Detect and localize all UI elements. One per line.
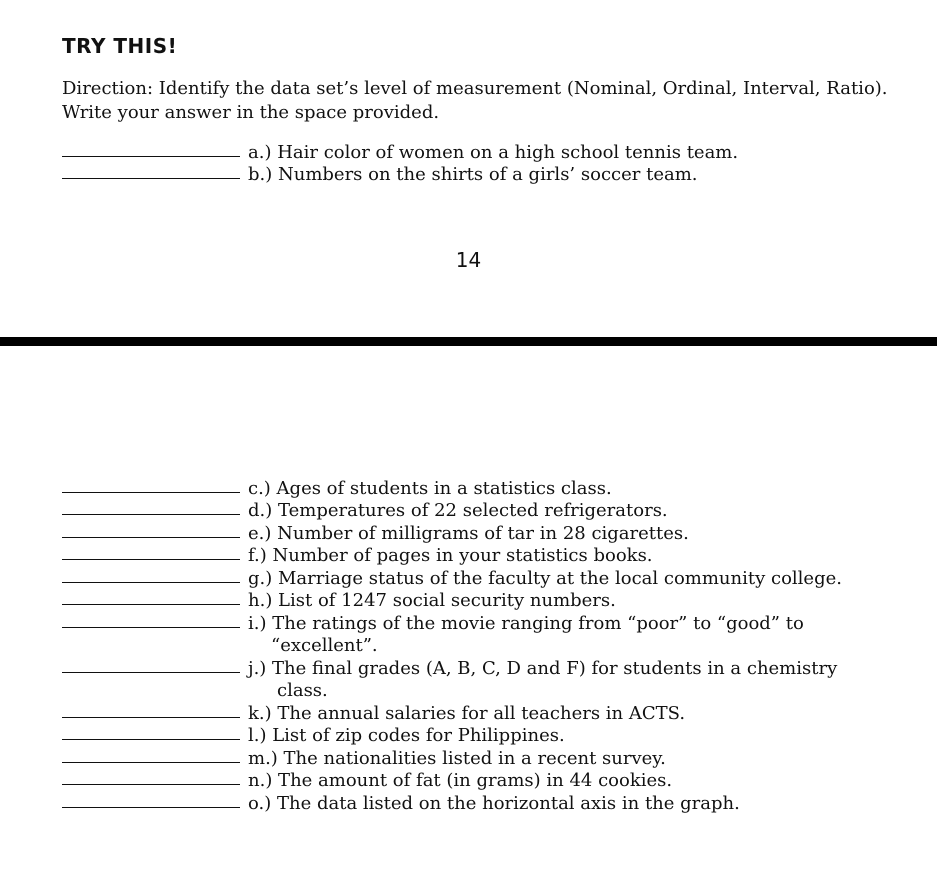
answer-blank[interactable] bbox=[62, 717, 240, 718]
question-item-k bbox=[62, 703, 685, 725]
question-item-d bbox=[62, 500, 668, 522]
question-item-a bbox=[62, 142, 738, 164]
answer-blank[interactable] bbox=[62, 156, 240, 157]
answer-blank[interactable] bbox=[62, 762, 240, 763]
answer-blank[interactable] bbox=[62, 627, 240, 628]
answer-blank[interactable] bbox=[62, 537, 240, 538]
answer-blank[interactable] bbox=[62, 492, 240, 493]
exercise-heading: TRY THIS! bbox=[62, 34, 178, 58]
question-text: d.) Temperatures of 22 selected refrigerators. bbox=[248, 500, 668, 521]
question-text: j.) The final grades (A, B, C, D and F) for students in a chemistry bbox=[248, 658, 838, 679]
question-item-c bbox=[62, 478, 612, 500]
answer-blank[interactable] bbox=[62, 739, 240, 740]
answer-blank[interactable] bbox=[62, 604, 240, 605]
page-number: 14 bbox=[455, 248, 482, 272]
page-divider bbox=[0, 337, 937, 346]
question-item-b bbox=[62, 164, 698, 186]
answer-blank[interactable] bbox=[62, 784, 240, 785]
question-text: b.) Numbers on the shirts of a girls’ soccer team. bbox=[248, 164, 698, 185]
answer-blank[interactable] bbox=[62, 514, 240, 515]
question-text: f.) Number of pages in your statistics books. bbox=[248, 545, 653, 566]
answer-blank[interactable] bbox=[62, 559, 240, 560]
question-text: g.) Marriage status of the faculty at the local community college. bbox=[248, 568, 842, 589]
answer-blank[interactable] bbox=[62, 582, 240, 583]
question-item-j bbox=[62, 658, 837, 680]
question-text: h.) List of 1247 social security numbers. bbox=[248, 590, 616, 611]
answer-blank[interactable] bbox=[62, 178, 240, 179]
question-item-h bbox=[62, 590, 616, 612]
answer-blank[interactable] bbox=[62, 672, 240, 673]
question-text: e.) Number of milligrams of tar in 28 cigarettes. bbox=[248, 523, 689, 544]
question-item-f bbox=[62, 545, 653, 567]
question-item-e bbox=[62, 523, 689, 545]
answer-blank[interactable] bbox=[62, 807, 240, 808]
question-text-continuation: class. bbox=[277, 680, 328, 701]
question-text: a.) Hair color of women on a high school tennis team. bbox=[248, 142, 739, 163]
question-text-continuation: “excellent”. bbox=[271, 635, 378, 656]
question-text: k.) The annual salaries for all teachers in ACTS. bbox=[248, 703, 686, 724]
question-item-g bbox=[62, 568, 842, 590]
question-text: c.) Ages of students in a statistics class. bbox=[248, 478, 612, 499]
question-text: l.) List of zip codes for Philippines. bbox=[248, 725, 565, 746]
question-text: m.) The nationalities listed in a recent survey. bbox=[248, 748, 666, 769]
question-text: o.) The data listed on the horizontal axis in the graph. bbox=[248, 793, 740, 814]
question-text: n.) The amount of fat (in grams) in 44 cookies. bbox=[248, 770, 673, 791]
question-item-i bbox=[62, 613, 804, 635]
question-item-n bbox=[62, 770, 672, 792]
question-item-m bbox=[62, 748, 666, 770]
question-item-o bbox=[62, 793, 740, 815]
question-item-l bbox=[62, 725, 565, 747]
direction-text: Direction: Identify the data set’s level of measurement (Nominal, Ordinal, Interval, Ratio). Write your answer in the space provided. bbox=[62, 78, 888, 123]
question-text: i.) The ratings of the movie ranging from “poor” to “good” to bbox=[248, 613, 804, 634]
